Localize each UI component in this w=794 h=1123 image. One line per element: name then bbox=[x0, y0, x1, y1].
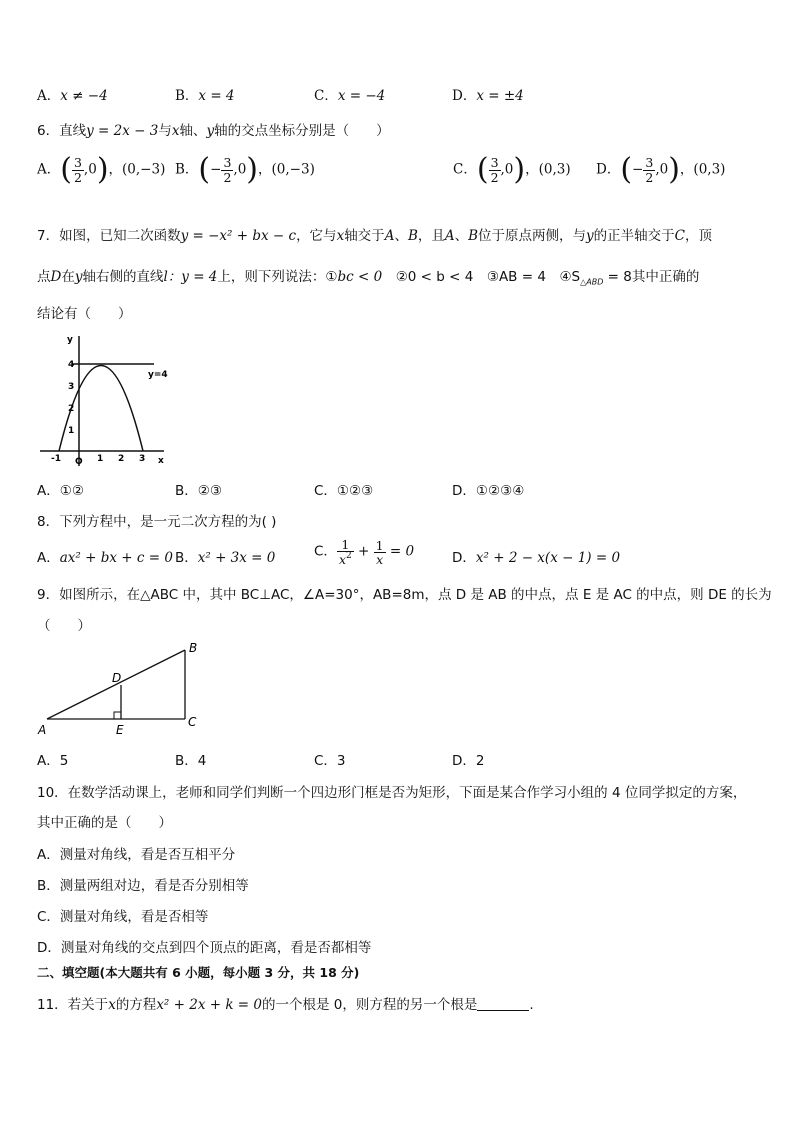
q7-stem-line1: 7．如图，已知二次函数y = −x² + bx − c，它与x轴交于A、B，且A、B位于原点两侧，与y的正半轴交于C，顶 bbox=[37, 228, 713, 244]
q8-stem: 8．下列方程中，是一元二次方程的为( ) bbox=[37, 514, 277, 530]
q9-stem-paren: （ ） bbox=[37, 618, 91, 634]
q5-option-b: B．x = 4 bbox=[175, 88, 235, 104]
q8-option-c: C． $\frac{1}{x^2}$ + $\frac{1}{x}$ = 0 bbox=[314, 537, 415, 568]
q8-option-d: D．x² + 2 − x(x − 1) = 0 bbox=[452, 550, 621, 566]
answer-blank[interactable] bbox=[477, 998, 529, 1011]
q7-parabola-graph bbox=[36, 330, 171, 470]
q7-option-a: A．①② bbox=[37, 483, 84, 499]
label-a: A bbox=[38, 723, 47, 737]
q10-option-d: D．测量对角线的交点到四个顶点的距离，看是否都相等 bbox=[37, 940, 372, 956]
label-e: E bbox=[116, 723, 124, 737]
q8-option-b: B．x² + 3x = 0 bbox=[175, 550, 276, 566]
q7-option-d: D．①②③④ bbox=[452, 483, 525, 499]
line-label: y=4 bbox=[148, 370, 168, 380]
q7-stem-line2: 点D在y轴右侧的直线l：y = 4上，则下列说法：①bc < 0 ②0 < b < 4 ③AB = 4 $④S_{\triangle ABD} = 8$其中正确的 bbox=[37, 269, 700, 287]
label-c: C bbox=[188, 715, 197, 729]
q10-stem-line1: 10．在数学活动课上，老师和同学们判断一个四边形门框是否为矩形，下面是某合作学习小组的 4 位同学拟定的方案， bbox=[37, 785, 747, 801]
x-tick-neg1: -1 bbox=[51, 454, 61, 464]
x-axis-label: x bbox=[158, 456, 164, 466]
q6-option-d: D．(− $\frac{3}{2}$ ,0)，(0,3) bbox=[596, 152, 726, 187]
q10-option-a: A．测量对角线，看是否互相平分 bbox=[37, 847, 236, 863]
y-tick-3: 3 bbox=[68, 382, 75, 392]
y-tick-2: 2 bbox=[68, 404, 75, 414]
right-angle-mark bbox=[114, 712, 121, 719]
q11-stem: 11．若关于x的方程x² + 2x + k = 0的一个根是 0，则方程的另一个根是 . bbox=[37, 997, 534, 1013]
y-axis-label: y bbox=[67, 335, 73, 345]
q5-option-d: D．x = ±4 bbox=[452, 88, 524, 104]
q9-stem: 9．如图所示，在△ABC 中，其中 BC⊥AC，∠A=30°，AB=8m，点 D 是 AB 的中点，点 E 是 AC 的中点，则 DE 的长为 bbox=[37, 587, 772, 603]
origin-label: O bbox=[75, 457, 83, 467]
q10-option-b: B．测量两组对边，看是否分别相等 bbox=[37, 878, 249, 894]
y-tick-1: 1 bbox=[68, 426, 75, 436]
x-tick-2: 2 bbox=[118, 454, 125, 464]
x-tick-1: 1 bbox=[97, 454, 104, 464]
q10-option-c: C．测量对角线，看是否相等 bbox=[37, 909, 209, 925]
label-b: B bbox=[189, 641, 198, 655]
q7-option-c: C．①②③ bbox=[314, 483, 374, 499]
q6-stem: 6．直线y = 2x − 3与x轴、y轴的交点坐标分别是（ ） bbox=[37, 123, 390, 139]
q9-option-d: D．2 bbox=[452, 753, 485, 769]
q6-option-b: B．(− $\frac{3}{2}$ ,0)，(0,−3) bbox=[175, 152, 315, 187]
q7-stem-line3: 结论有（ ） bbox=[37, 306, 132, 322]
q6-option-a: A．( $\frac{3}{2}$ ,0)，(0,−3) bbox=[37, 152, 166, 187]
y-tick-4: 4 bbox=[68, 360, 75, 370]
q9-triangle-figure bbox=[34, 640, 209, 740]
label-d: D bbox=[112, 671, 122, 685]
q8-option-a: A．ax² + bx + c = 0 bbox=[37, 550, 173, 566]
q9-option-b: B．4 bbox=[175, 753, 207, 769]
section-title-fill-blank: 二、填空题(本大题共有 6 小题，每小题 3 分，共 18 分) bbox=[37, 965, 360, 980]
q10-stem-line2: 其中正确的是（ ） bbox=[37, 815, 172, 831]
q9-option-a: A．5 bbox=[37, 753, 69, 769]
q7-option-b: B．②③ bbox=[175, 483, 222, 499]
x-tick-3: 3 bbox=[139, 454, 146, 464]
q5-option-c: C．x = −4 bbox=[314, 88, 386, 104]
q6-option-c: C．( $\frac{3}{2}$ ,0)，(0,3) bbox=[453, 152, 571, 187]
q5-option-a: A．x ≠ −4 bbox=[37, 88, 108, 104]
q9-option-c: C．3 bbox=[314, 753, 346, 769]
